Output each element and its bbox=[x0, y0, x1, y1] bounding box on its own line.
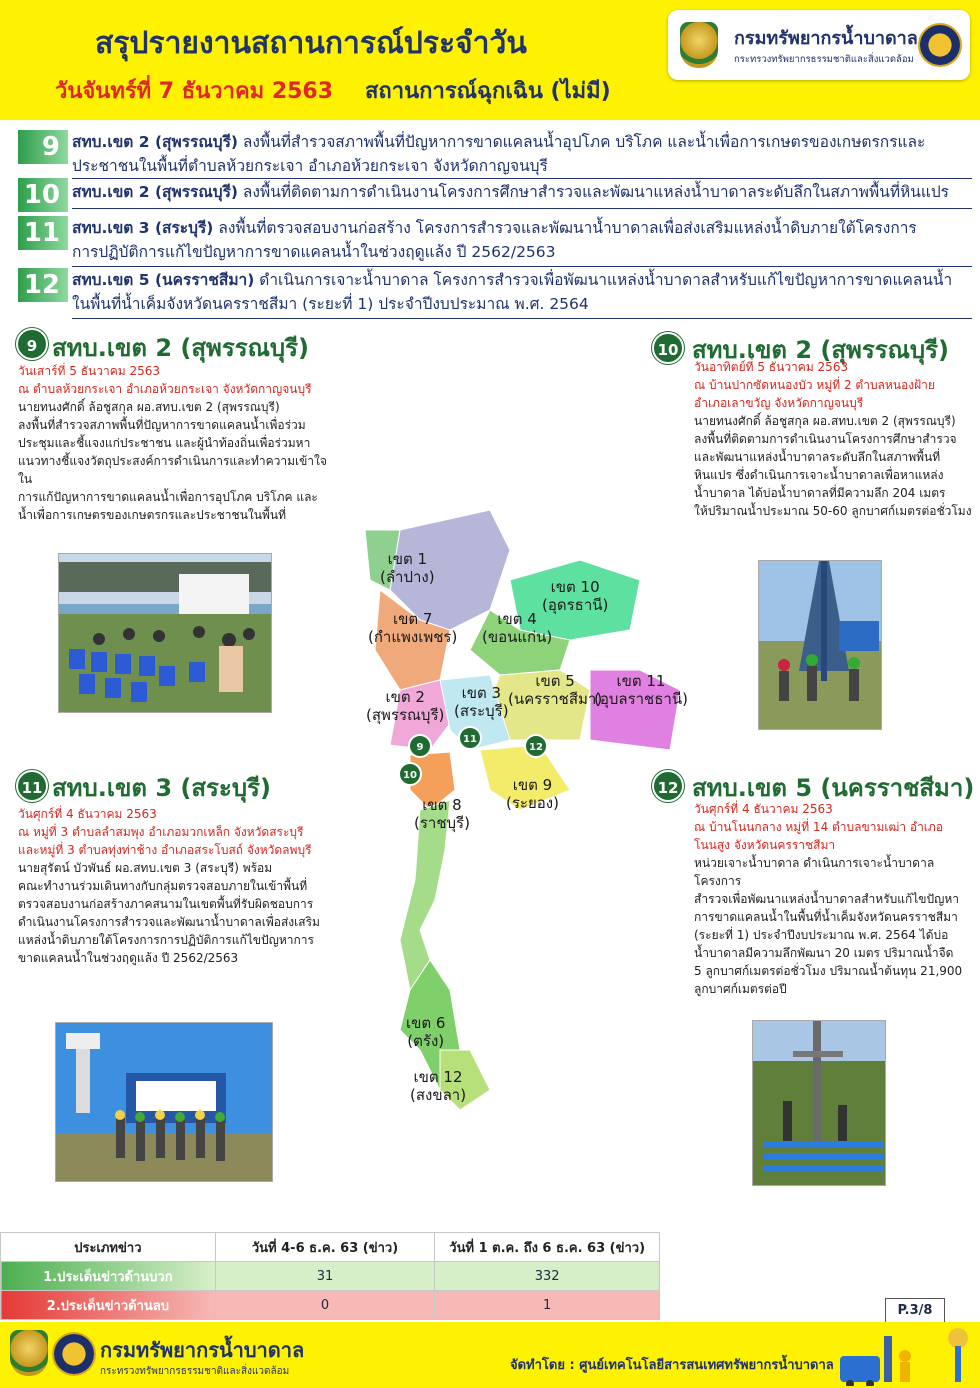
region-label: เขต 8 (ราชบุรี) bbox=[414, 796, 470, 832]
body-line: หน่วยเจาะน้ำบาดาล ดำเนินการเจาะน้ำบาดาลโครงการ bbox=[694, 856, 935, 888]
footer-department-name: กรมทรัพยากรน้ำบาดาล bbox=[100, 1338, 305, 1362]
summary-org: สทบ.เขต 2 (สุพรรณบุรี) bbox=[72, 183, 238, 201]
footer-credit: จัดทำโดย : ศูนย์เทคโนโลยีสารสนเทศทรัพยากรน้ำบาดาล bbox=[510, 1358, 834, 1373]
section-body bbox=[694, 412, 974, 520]
body-line: และพัฒนาแหล่งน้ำบาดาลระดับลึกในสภาพพื้นที่ bbox=[694, 450, 941, 464]
table-header-row bbox=[1, 1233, 660, 1262]
body-line: น้ำบาดาล ได้บ่อน้ำบาดาลที่มีความลึก 204 เมตร bbox=[694, 486, 946, 500]
department-seal-icon bbox=[10, 1330, 48, 1376]
summary-number: 11 bbox=[18, 216, 68, 250]
section-badge: 12 bbox=[652, 770, 684, 802]
table-cell: 332 bbox=[435, 1262, 660, 1291]
body-line: นายสุรัตน์ บัวพันธ์ ผอ.สทบ.เขต 3 (สระบุรี) พร้อม bbox=[18, 861, 273, 875]
body-line: น้ำเพื่อการเกษตรของเกษตรกรและประชาชนในพื้นที่ bbox=[18, 508, 286, 522]
divider bbox=[72, 318, 972, 319]
region-label: เขต 4 (ขอนแก่น) bbox=[482, 610, 553, 646]
section-12-photo bbox=[752, 1020, 886, 1186]
section-date: วันศุกร์ที่ 4 ธันวาคม 2563 bbox=[18, 807, 157, 821]
summary-item bbox=[0, 214, 980, 266]
section-9-photo bbox=[58, 553, 272, 713]
region-label: เขต 3 (สระบุรี) bbox=[454, 684, 509, 720]
summary-number: 10 bbox=[18, 178, 68, 212]
body-line: ลงพื้นที่สำรวจสภาพพื้นที่ปัญหาการขาดแคลนน้ำเพื่อร่วม bbox=[18, 418, 306, 432]
region-label: เขต 6 (ตรัง) bbox=[406, 1014, 446, 1050]
department-seal-icon bbox=[680, 22, 718, 68]
section-location: และหมู่ที่ 3 ตำบลทุ่งท่าช้าง อำเภอสระโบสถ์ จังหวัดลพบุรี bbox=[18, 843, 312, 857]
summary-item bbox=[0, 178, 980, 212]
summary-text: ลงพื้นที่ตรวจสอบงานก่อสร้าง โครงการสำรวจและพัฒนาน้ำบาดาลเพื่อส่งเสริมแหล่งน้ำดิบภายใต้โครงการ bbox=[213, 219, 917, 237]
section-location: ณ ตำบลห้วยกระเจา อำเภอห้วยกระเจา จังหวัดกาญจนบุรี bbox=[18, 382, 312, 396]
body-line: แนวทางชี้แจงวัตถุประสงค์การดำเนินการและทำความเข้าใจใน bbox=[18, 454, 327, 486]
summary-text: ในพื้นที่น้ำเค็มจังหวัดนครราชสีมา (ระยะที่ 1) ประจำปีงบประมาณ พ.ศ. 2564 bbox=[72, 295, 589, 313]
region-label: เขต 2 (สุพรรณบุรี) bbox=[366, 688, 445, 724]
summary-org: สทบ.เขต 3 (สระบุรี) bbox=[72, 219, 214, 237]
body-line: ประชุมและชี้แจงแก่ประชาชน และผู้นำท้องถิ่นเพื่อร่วมหา bbox=[18, 436, 311, 450]
summary-text: ดำเนินการเจาะน้ำบาดาล โครงการสำรวจเพื่อพัฒนาแหล่งน้ำบาดาลสำหรับแก้ไขปัญหาการขาดแคลนน้ำ bbox=[254, 271, 953, 289]
table-cell: 1.ประเด็นข่าวด้านบวก bbox=[1, 1262, 216, 1291]
table-header: วันที่ 4-6 ธ.ค. 63 (ข่าว) bbox=[215, 1233, 435, 1262]
table-row bbox=[1, 1291, 660, 1320]
department-name: กรมทรัพยากรน้ำบาดาล bbox=[734, 28, 918, 49]
table-header: ประเภทข่าว bbox=[1, 1233, 216, 1262]
footer-banner bbox=[0, 1322, 980, 1388]
map-marker: 10 bbox=[398, 762, 422, 786]
section-badge: 9 bbox=[16, 328, 48, 360]
news-summary-table bbox=[0, 1232, 660, 1320]
table-cell: 31 bbox=[215, 1262, 435, 1291]
body-line: หินแปร ซึ่งดำเนินการเจาะน้ำบาดาลเพื่อหาแหล่ง bbox=[694, 468, 944, 482]
section-title: สทบ.เขต 2 (สุพรรณบุรี) bbox=[692, 336, 950, 364]
region-label: เขต 11 (อุบลราชธานี) bbox=[594, 672, 688, 708]
section-title: สทบ.เขต 3 (สระบุรี) bbox=[52, 774, 271, 802]
body-line: น้ำบาดาลมีความลึกพัฒนา 20 เมตร ปริมาณน้ำจืด bbox=[694, 946, 954, 960]
body-line: ให้ปริมาณน้ำประมาณ 50-60 ลูกบาศก์เมตรต่อชั่วโมง bbox=[694, 504, 972, 518]
summary-text: ลงพื้นที่สำรวจสภาพพื้นที่ปัญหาการขาดแคลนน้ำอุปโภค บริโภค และน้ำเพื่อการเกษตรของเกษตรกรและ bbox=[237, 133, 926, 151]
ministry-seal-icon bbox=[52, 1332, 96, 1376]
summary-text: ประชาชนในพื้นที่ตำบลห้วยกระเจา อำเภอห้วยกระเจา จังหวัดกาญจนบุรี bbox=[72, 157, 548, 175]
footer-ministry-name: กระทรวงทรัพยากรธรรมชาติและสิ่งแวดล้อม bbox=[100, 1366, 290, 1377]
emergency-status: สถานการณ์ฉุกเฉิน (ไม่มี) bbox=[365, 79, 611, 104]
table-cell: 2.ประเด็นข่าวด้านลบ bbox=[1, 1291, 216, 1320]
table-row bbox=[1, 1262, 660, 1291]
table-cell: 1 bbox=[435, 1291, 660, 1320]
body-line: ลูกบาศก์เมตรต่อปี bbox=[694, 982, 787, 996]
section-body bbox=[18, 859, 338, 967]
thailand-map bbox=[340, 490, 700, 1130]
body-line: สำรวจเพื่อพัฒนาแหล่งน้ำบาดาลสำหรับแก้ไขปัญหา bbox=[694, 892, 959, 906]
body-line: ดำเนินงานโครงการสำรวจและพัฒนาน้ำบาดาลเพื่อส่งเสริม bbox=[18, 915, 320, 929]
section-title: สทบ.เขต 5 (นครราชสีมา) bbox=[692, 774, 975, 802]
summary-item bbox=[0, 266, 980, 320]
page-title: สรุปรายงานสถานการณ์ประจำวัน bbox=[95, 26, 527, 61]
page-number: P.3/8 bbox=[885, 1298, 945, 1324]
body-line: ตรวจสอบงานก่อสร้างภาคสนามในเขตพื้นที่รับผิดชอบการ bbox=[18, 897, 314, 911]
map-marker: 11 bbox=[458, 726, 482, 750]
body-line: คณะทำงานร่วมเดินทางกับกลุ่มตรวจสอบภายในเข้าพื้นที่ bbox=[18, 879, 308, 893]
body-line: ลงพื้นที่ติดตามการดำเนินงานโครงการศึกษาสำรวจ bbox=[694, 432, 957, 446]
summary-text: การปฏิบัติการแก้ไขปัญหาการขาดแคลนน้ำในช่วงฤดูแล้ง ปี 2562/2563 bbox=[72, 243, 556, 261]
section-location: อำเภอเลาขวัญ จังหวัดกาญจนบุรี bbox=[694, 396, 864, 410]
summary-number: 9 bbox=[18, 130, 68, 164]
body-line: นายทนงศักดิ์ ล้อชูสกุล ผอ.สทบ.เขต 2 (สุพรรณบุรี) bbox=[18, 400, 280, 414]
ministry-seal-icon bbox=[918, 23, 962, 67]
department-badge bbox=[668, 10, 970, 80]
body-line: ขาดแคลนน้ำในช่วงฤดูแล้ง ปี 2562/2563 bbox=[18, 951, 239, 965]
summary-org: สทบ.เขต 2 (สุพรรณบุรี) bbox=[72, 133, 238, 151]
section-body bbox=[18, 398, 338, 524]
section-date: วันอาทิตย์ที่ 5 ธันวาคม 2563 bbox=[694, 360, 849, 374]
summary-org: สทบ.เขต 5 (นครราชสีมา) bbox=[72, 271, 255, 289]
report-date: วันจันทร์ที่ 7 ธันวาคม 2563 bbox=[55, 79, 334, 104]
summary-text: ลงพื้นที่ติดตามการดำเนินงานโครงการศึกษาสำรวจและพัฒนาแหล่งน้ำบาดาลระดับลึกในสภาพพื้นที่หินแปร bbox=[237, 183, 950, 201]
section-11-photo bbox=[55, 1022, 273, 1182]
section-badge: 10 bbox=[652, 332, 684, 364]
region-label: เขต 1 (ลำปาง) bbox=[380, 550, 435, 586]
section-location: โนนสูง จังหวัดนครราชสีมา bbox=[694, 838, 836, 852]
section-body bbox=[694, 854, 974, 998]
section-date: วันศุกร์ที่ 4 ธันวาคม 2563 bbox=[694, 802, 833, 816]
section-location: ณ บ้านปากซัดหนองบัว หมู่ที่ 2 ตำบลหนองฝ้าย bbox=[694, 378, 935, 392]
table-cell: 0 bbox=[215, 1291, 435, 1320]
section-date: วันเสาร์ที่ 5 ธันวาคม 2563 bbox=[18, 364, 161, 378]
drilling-rig-icon bbox=[840, 1326, 970, 1386]
region-label: เขต 10 (อุดรธานี) bbox=[542, 578, 609, 614]
body-line: 5 ลูกบาศก์เมตรต่อชั่วโมง ปริมาณน้ำต้นทุน 21,900 bbox=[694, 964, 963, 978]
body-line: การขาดแคลนน้ำในพื้นที่น้ำเค็มจังหวัดนครราชสีมา bbox=[694, 910, 958, 924]
summary-number: 12 bbox=[18, 268, 68, 302]
section-location: ณ บ้านโนนกลาง หมู่ที่ 14 ตำบลขามเฒ่า อำเภอ bbox=[694, 820, 944, 834]
section-badge: 11 bbox=[16, 770, 48, 802]
region-label: เขต 12 (สงขลา) bbox=[410, 1068, 467, 1104]
region-label: เขต 7 (กำแพงเพชร) bbox=[368, 610, 458, 646]
body-line: แหล่งน้ำดิบภายใต้โครงการการปฏิบัติการแก้ไขปัญหาการ bbox=[18, 933, 314, 947]
divider bbox=[72, 208, 972, 209]
section-title: สทบ.เขต 2 (สุพรรณบุรี) bbox=[52, 334, 310, 362]
map-marker: 12 bbox=[524, 734, 548, 758]
map-marker: 9 bbox=[408, 734, 432, 758]
section-10-photo bbox=[758, 560, 882, 730]
body-line: นายทนงศักดิ์ ล้อชูสกุล ผอ.สทบ.เขต 2 (สุพรรณบุรี) bbox=[694, 414, 956, 428]
ministry-name: กระทรวงทรัพยากรธรรมชาติและสิ่งแวดล้อม bbox=[734, 54, 914, 65]
body-line: (ระยะที่ 1) ประจำปีงบประมาณ พ.ศ. 2564 ได้บ่อ bbox=[694, 928, 949, 942]
section-location: ณ หมู่ที่ 3 ตำบลลำสมพุง อำเภอมวกเหล็ก จังหวัดสระบุรี bbox=[18, 825, 304, 839]
table-header: วันที่ 1 ต.ค. ถึง 6 ธ.ค. 63 (ข่าว) bbox=[435, 1233, 660, 1262]
summary-item bbox=[0, 128, 980, 180]
region-label: เขต 9 (ระยอง) bbox=[506, 776, 559, 812]
body-line: การแก้ปัญหาการขาดแคลนน้ำเพื่อการอุปโภค บริโภค และ bbox=[18, 490, 318, 504]
region-label: เขต 5 (นครราชสีมา) bbox=[508, 672, 603, 708]
